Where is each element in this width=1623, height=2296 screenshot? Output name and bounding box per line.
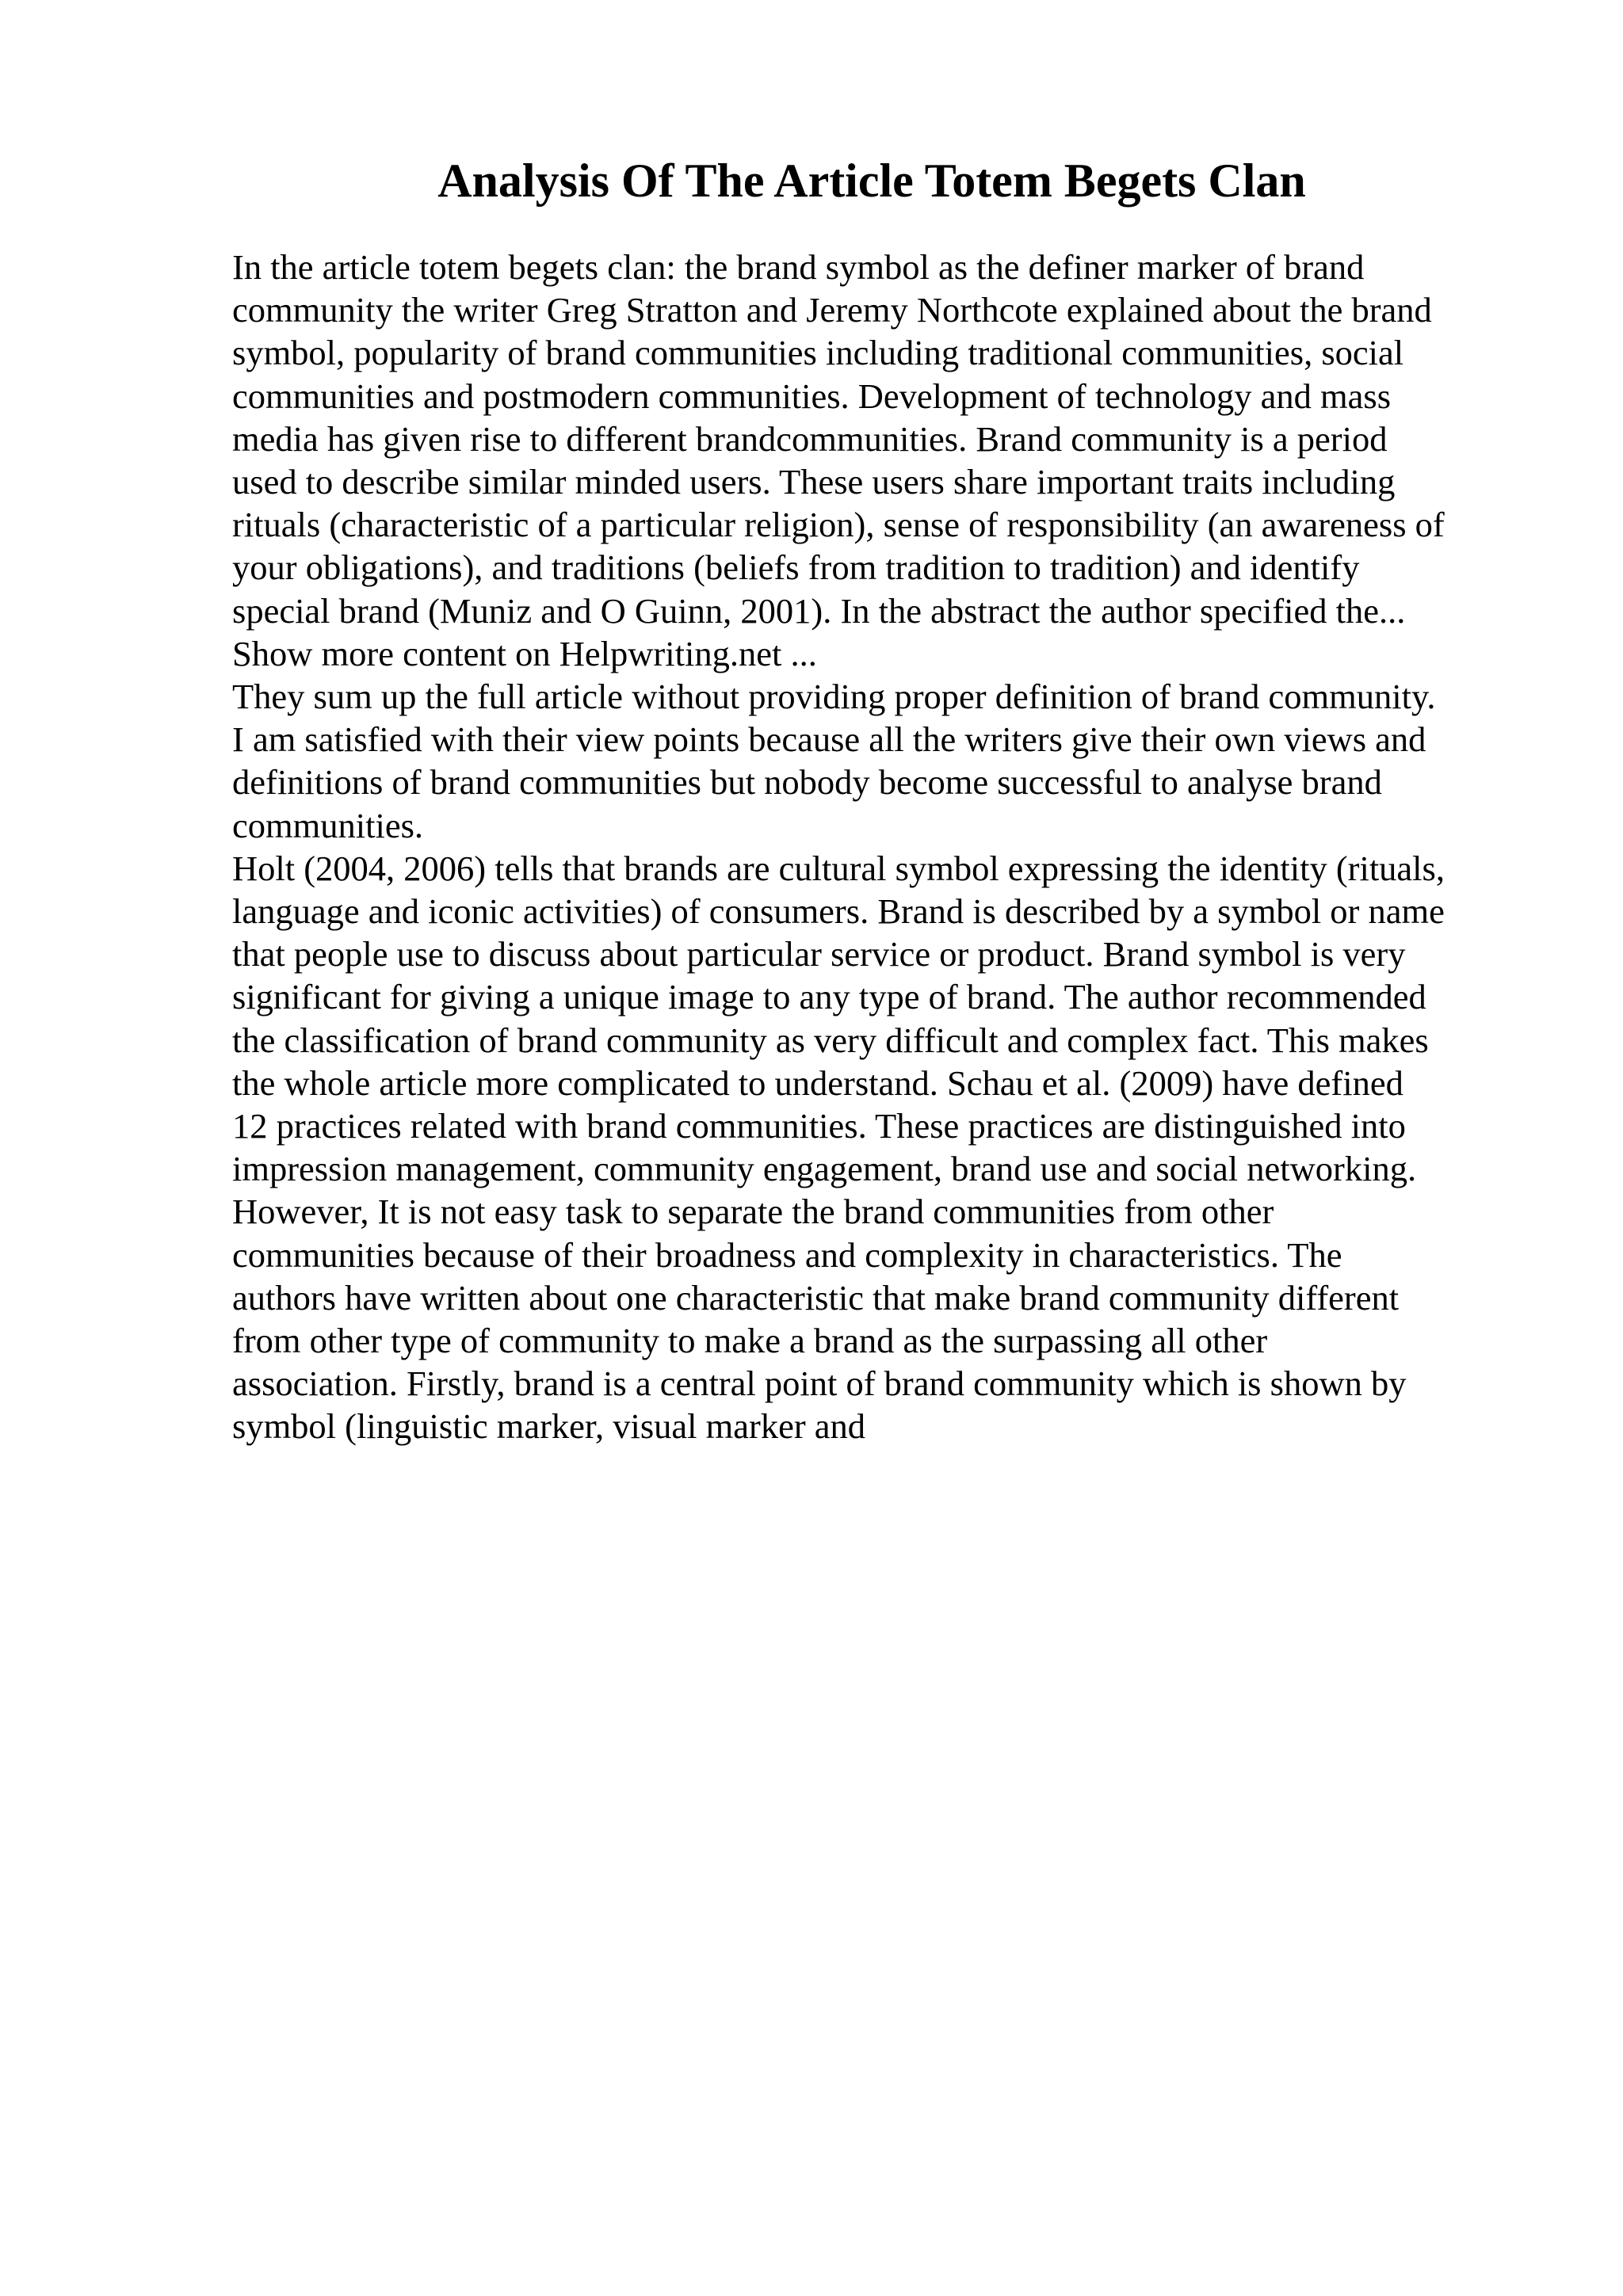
text-line: used to describe similar minded users. These users share important traits including — [232, 462, 1396, 502]
text-line: community the writer Greg Stratton and Jeremy Northcote explained about the brand — [232, 290, 1432, 330]
document-body — [232, 246, 1532, 1448]
text-line: In the article totem begets clan: the brand symbol as the definer marker of brand — [232, 247, 1365, 287]
text-line: communities and postmodern communities. Development of technology and mass — [232, 376, 1392, 416]
text-line: I am satisfied with their view points because all the writers give their own views and — [232, 719, 1426, 760]
text-line: impression management, community engagement, brand use and social networking. — [232, 1149, 1417, 1189]
text-line: communities because of their broadness and complexity in characteristics. The — [232, 1234, 1342, 1275]
text-line: special brand (Muniz and O Guinn, 2001). In the abstract the author specified the... — [232, 590, 1406, 631]
text-line: rituals (characteristic of a particular religion), sense of responsibility (an awareness of — [232, 505, 1445, 545]
text-line: authors have written about one characteristic that make brand community different — [232, 1277, 1400, 1318]
text-line: communities. — [232, 805, 424, 845]
text-line: 12 practices related with brand communities. These practices are distinguished into — [232, 1106, 1406, 1146]
text-line: from other type of community to make a brand as the surpassing all other — [232, 1321, 1268, 1361]
text-line: Holt (2004, 2006) tells that brands are cultural symbol expressing the identity (rituals, — [232, 848, 1445, 888]
document-title: Analysis Of The Article Totem Begets Clan — [437, 154, 1306, 207]
text-line: media has given rise to different brandcommunities. Brand community is a period — [232, 418, 1388, 459]
text-line: definitions of brand communities but nobody become successful to analyse brand — [232, 762, 1382, 803]
text-line: your obligations), and traditions (beliefs from tradition to tradition) and identify — [232, 547, 1360, 588]
text-line: significant for giving a unique image to any type of brand. The author recommended — [232, 977, 1426, 1017]
show-more-link-text: Show more content on Helpwriting.net ... — [232, 633, 817, 673]
text-line: association. Firstly, brand is a central point of brand community which is shown by — [232, 1363, 1407, 1404]
text-line: the classification of brand community as very difficult and complex fact. This makes — [232, 1020, 1429, 1060]
text-line: symbol (linguistic marker, visual marker and — [232, 1406, 866, 1447]
text-line: However, It is not easy task to separate the brand communities from other — [232, 1192, 1274, 1232]
text-line: symbol, popularity of brand communities including traditional communities, social — [232, 333, 1404, 373]
text-line: that people use to discuss about particular service or product. Brand symbol is very — [232, 934, 1406, 974]
text-line: They sum up the full article without providing proper definition of brand community. — [232, 677, 1436, 717]
text-line: the whole article more complicated to understand. Schau et al. (2009) have defined — [232, 1062, 1403, 1103]
text-line: language and iconic activities) of consumers. Brand is described by a symbol or name — [232, 891, 1445, 932]
